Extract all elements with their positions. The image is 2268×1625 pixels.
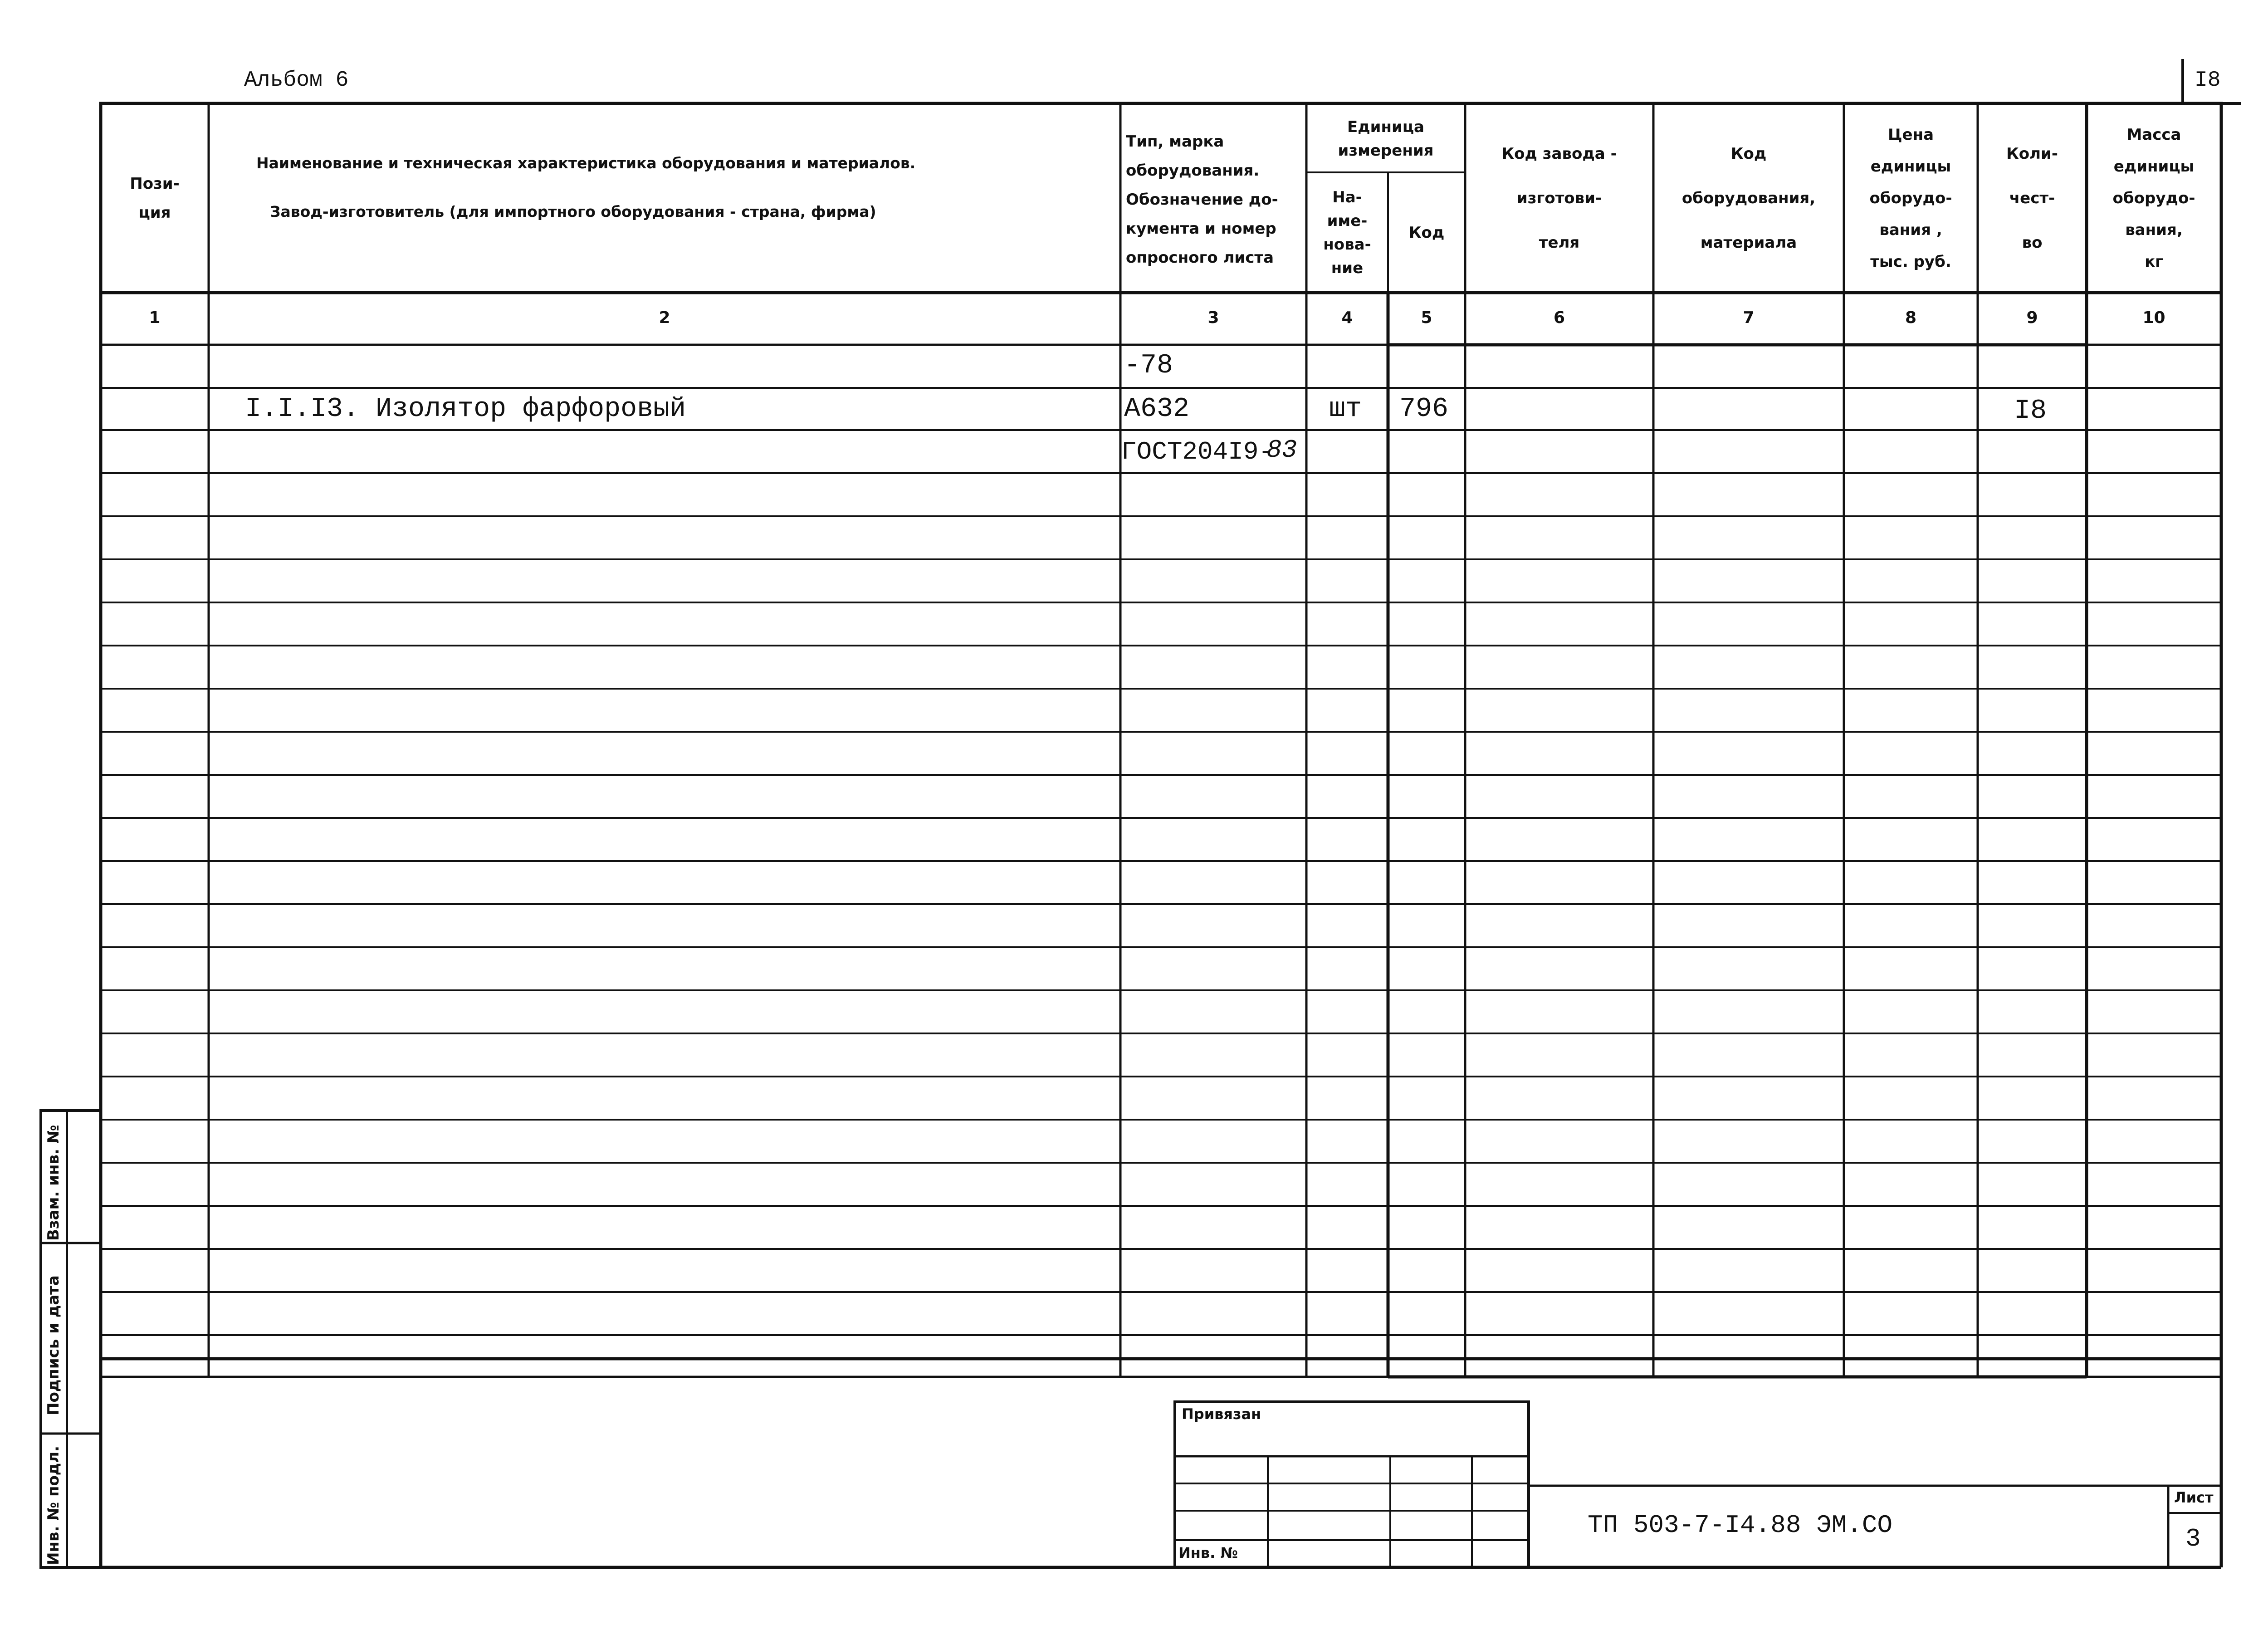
header-name-line2: Завод-изготовитель (для импортного оборудования - страна, фирма) — [270, 203, 876, 220]
row2-name: I.I.I3. Изолятор фарфоровый — [245, 394, 686, 425]
header-unit-group: Единица измерения — [1338, 118, 1434, 160]
sheet-number: 3 — [2185, 1524, 2201, 1553]
row3-type: ГОСТ204I9- — [1121, 437, 1274, 466]
column-number-5: 5 — [1421, 308, 1432, 327]
column-number-3: 3 — [1207, 308, 1219, 327]
header-maker-code: Код завода - изготови- теля — [1501, 144, 1617, 252]
side-label-original-inv: Инв. № подл. — [44, 1445, 63, 1565]
header-unit-name: На- име- нова- ние — [1323, 188, 1371, 277]
header-type: Тип, марка оборудования. Обозначение до- кумента и номер опросного листа — [1126, 132, 1278, 267]
row2-type: А632 — [1124, 394, 1190, 425]
column-number-2: 2 — [659, 308, 670, 327]
row2-qty: I8 — [2014, 396, 2047, 426]
header-unit-code: Код — [1408, 223, 1445, 242]
bound-label: Привязан — [1182, 1405, 1261, 1423]
column-number-9: 9 — [2026, 308, 2038, 327]
header-mass: Масса единицы оборудо- вания, кг — [2112, 125, 2195, 271]
header-equip-code: Код оборудования, материала — [1681, 144, 1816, 252]
row2-unit: шт — [1329, 394, 1362, 425]
sheet-label: Лист — [2174, 1489, 2214, 1506]
column-number-7: 7 — [1743, 308, 1755, 327]
header-price: Цена единицы оборудо- вания , тыс. руб. — [1869, 125, 1952, 271]
inv-number-label: Инв. № — [1178, 1544, 1238, 1561]
column-number-4: 4 — [1341, 308, 1353, 327]
row2-code: 796 — [1399, 394, 1449, 425]
column-number-6: 6 — [1553, 308, 1565, 327]
side-label-replacement-inv: Взам. инв. № — [44, 1125, 63, 1241]
document-code: ТП 503-7-I4.88 ЭМ.СО — [1588, 1511, 1893, 1540]
album-label: Альбом 6 — [244, 68, 349, 93]
row3-type-suffix: 83 — [1266, 436, 1297, 465]
column-number-8: 8 — [1905, 308, 1917, 327]
side-label-signature-date: Подпись и дата — [44, 1275, 63, 1415]
header-name-line1: Наименование и техническая характеристика оборудования и материалов. — [256, 154, 916, 172]
column-number-1: 1 — [149, 308, 161, 327]
header-qty: Коли- чест- во — [2006, 144, 2058, 252]
column-number-10: 10 — [2142, 308, 2165, 327]
header-position: Пози- ция — [130, 174, 180, 222]
corner-sheet-number: I8 — [2195, 68, 2221, 93]
row1-type: -78 — [1124, 350, 1173, 381]
